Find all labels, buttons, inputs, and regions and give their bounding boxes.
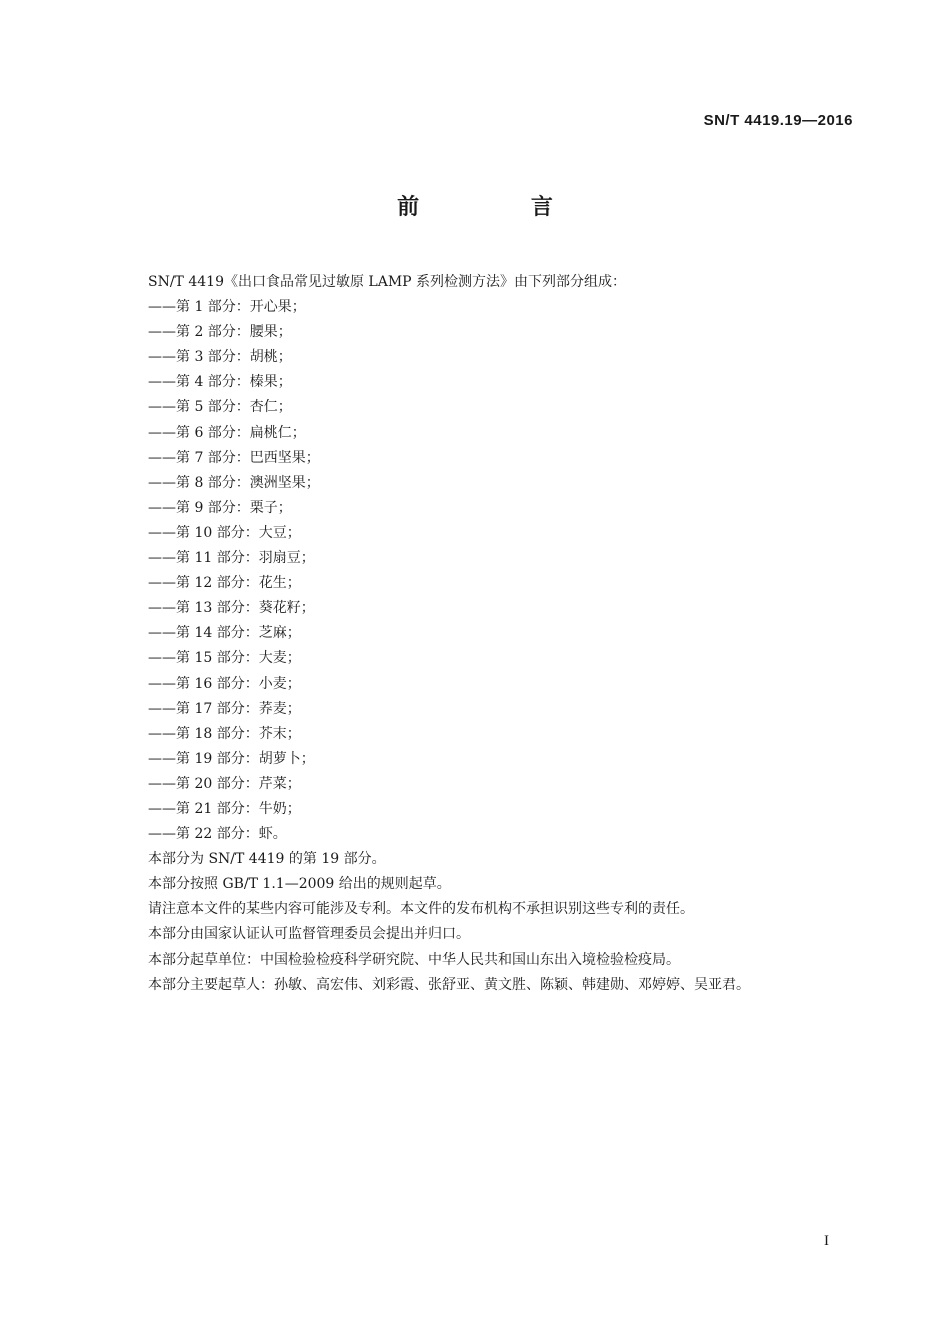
list-item: ——第 6 部分：扁桃仁； — [148, 424, 306, 441]
document-body — [148, 270, 848, 998]
statement-drafting-units: 本部分起草单位：中国检验检疫科学研究院、中华人民共和国山东出入境检验检疫局。 — [148, 951, 680, 968]
list-item: ——第 22 部分：虾。 — [148, 826, 287, 843]
list-item: ——第 1 部分：开心果； — [148, 299, 306, 316]
page-title: 前 言 — [397, 195, 605, 220]
intro-paragraph: SN/T 4419《出口食品常见过敏原 LAMP 系列检测方法》由下列部分组成： — [148, 274, 627, 290]
statement-proposer: 本部分由国家认证认可监督管理委员会提出并归口。 — [148, 926, 470, 943]
list-item: ——第 12 部分：花生； — [148, 575, 301, 592]
list-item: ——第 20 部分：芹菜； — [148, 775, 301, 792]
list-item: ——第 13 部分：葵花籽； — [148, 600, 315, 617]
list-item: ——第 11 部分：羽扇豆； — [148, 550, 315, 567]
page-number: I — [824, 1233, 829, 1249]
statement-drafting-rules: 本部分按照 GB/T 1.1—2009 给出的规则起草。 — [148, 876, 451, 893]
list-item: ——第 18 部分：芥末； — [148, 725, 301, 742]
list-item: ——第 9 部分：栗子； — [148, 499, 292, 516]
list-item: ——第 19 部分：胡萝卜； — [148, 750, 315, 767]
list-item: ——第 7 部分：巴西坚果； — [148, 449, 320, 466]
standard-code: SN/T 4419.19—2016 — [703, 112, 853, 129]
list-item: ——第 8 部分：澳洲坚果； — [148, 474, 320, 491]
list-item: ——第 21 部分：牛奶； — [148, 800, 301, 817]
list-item: ——第 4 部分：榛果； — [148, 374, 292, 391]
parts-list — [148, 295, 848, 847]
statement-drafters: 本部分主要起草人：孙敏、高宏伟、刘彩霞、张舒亚、黄文胜、陈颖、韩建勋、邓婷婷、吴亚君。 — [148, 976, 750, 993]
list-item: ——第 16 部分：小麦； — [148, 675, 301, 692]
list-item: ——第 2 部分：腰果； — [148, 324, 292, 341]
list-item: ——第 5 部分：杏仁； — [148, 399, 292, 416]
list-item: ——第 17 部分：荞麦； — [148, 700, 301, 717]
statement-patent-notice: 请注意本文件的某些内容可能涉及专利。本文件的发布机构不承担识别这些专利的责任。 — [148, 901, 694, 918]
list-item: ——第 10 部分：大豆； — [148, 524, 301, 541]
list-item: ——第 15 部分：大麦； — [148, 650, 301, 667]
list-item: ——第 3 部分：胡桃； — [148, 349, 292, 366]
list-item: ——第 14 部分：芝麻； — [148, 625, 301, 642]
statement-part-number: 本部分为 SN/T 4419 的第 19 部分。 — [148, 851, 386, 868]
